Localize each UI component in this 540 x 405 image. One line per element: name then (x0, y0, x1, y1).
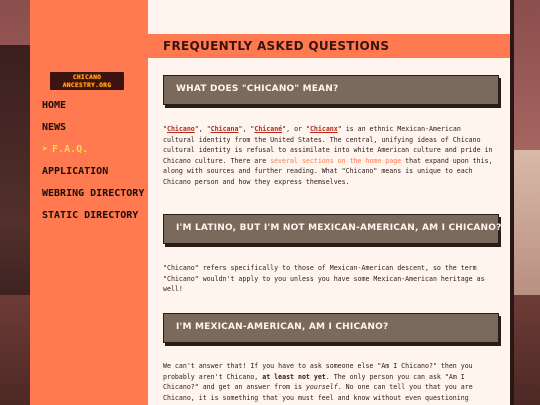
faq-question-box (163, 313, 499, 343)
answer-bold-text: at least not yet (262, 372, 326, 381)
nav-item-label: F.A.Q. (52, 144, 89, 155)
main-content (148, 0, 510, 405)
nav-item-label: WEBRING DIRECTORY (42, 188, 145, 199)
nav-item-webring-directory[interactable] (42, 183, 144, 205)
separator-text: ", or " (282, 125, 310, 133)
nav-item-news[interactable] (42, 117, 144, 139)
page-title: FREQUENTLY ASKED QUESTIONS (163, 39, 390, 53)
nav-menu (42, 95, 144, 227)
answer-italic-text: yourself (305, 383, 338, 392)
answer-text: We can't answer that! If you have to ask someone else "Am I Chicano?" then you probably aren't Chicano, (163, 362, 473, 381)
background-building-right (510, 150, 540, 300)
nav-item-home[interactable] (42, 95, 144, 117)
faq-question: WHAT DOES "CHICANO" MEAN? (176, 84, 339, 94)
term-chicanx: Chicanx (309, 125, 338, 133)
nav-item-label: STATIC DIRECTORY (42, 210, 139, 221)
right-edge-stripe (510, 0, 514, 405)
nav-item-label: NEWS (42, 122, 67, 133)
answer-text: . The only person you can ask "Am I Chicano?" and get an answer from is (163, 372, 465, 392)
separator-text: ", " (238, 125, 255, 133)
faq-question-box (163, 75, 499, 105)
answer-text: that expand upon this, along with sources and further reading. What "Chicano" means is unique to each Chicano person and how they express themselves. (163, 156, 493, 186)
nav-item-static-directory[interactable] (42, 205, 144, 227)
home-page-link[interactable]: several sections on the home page (270, 156, 402, 165)
nav-item-faq[interactable] (42, 139, 144, 161)
title-bar (148, 34, 510, 58)
faq-question: I'M MEXICAN-AMERICAN, AM I CHICANO? (176, 322, 389, 332)
answer-text: "Chicano" refers specifically to those of Mexican-American descent, so the term "Chicano" wouldn't apply to you unless you have some Mexican-American heritage as well! (163, 264, 485, 294)
answer-text: " is an ethnic Mexican-American cultural identity from the United States. The central, unifying ideas of Chicano cultural identity is refusal to assimilate into white American culture and pride in Chicano culture. There are (163, 125, 493, 165)
arrow-right-icon: ➤ (42, 144, 49, 155)
quote-text: " (163, 125, 167, 133)
faq-answer (163, 263, 495, 295)
faq-question-box (163, 214, 502, 244)
faq-answer (163, 124, 495, 188)
term-chicano: Chicano (166, 125, 195, 133)
term-chicana: Chicana (210, 125, 239, 133)
nav-item-label: HOME (42, 100, 67, 111)
answer-text: . No one can tell you that you are Chicano, it is something that you must feel and know without even questioning (163, 383, 473, 402)
separator-text: ", " (194, 125, 211, 133)
nav-item-application[interactable] (42, 161, 144, 183)
faq-answer (163, 361, 495, 403)
sidebar (30, 0, 148, 405)
nav-item-label: APPLICATION (42, 166, 109, 177)
site-logo[interactable]: CHICANO ANCESTRY.ORG (50, 72, 124, 90)
faq-question: I'M LATINO, BUT I'M NOT MEXICAN-AMERICAN, AM I CHICANO? (176, 223, 502, 233)
term-chicane: Chicané (254, 125, 283, 133)
header-band (148, 0, 510, 30)
